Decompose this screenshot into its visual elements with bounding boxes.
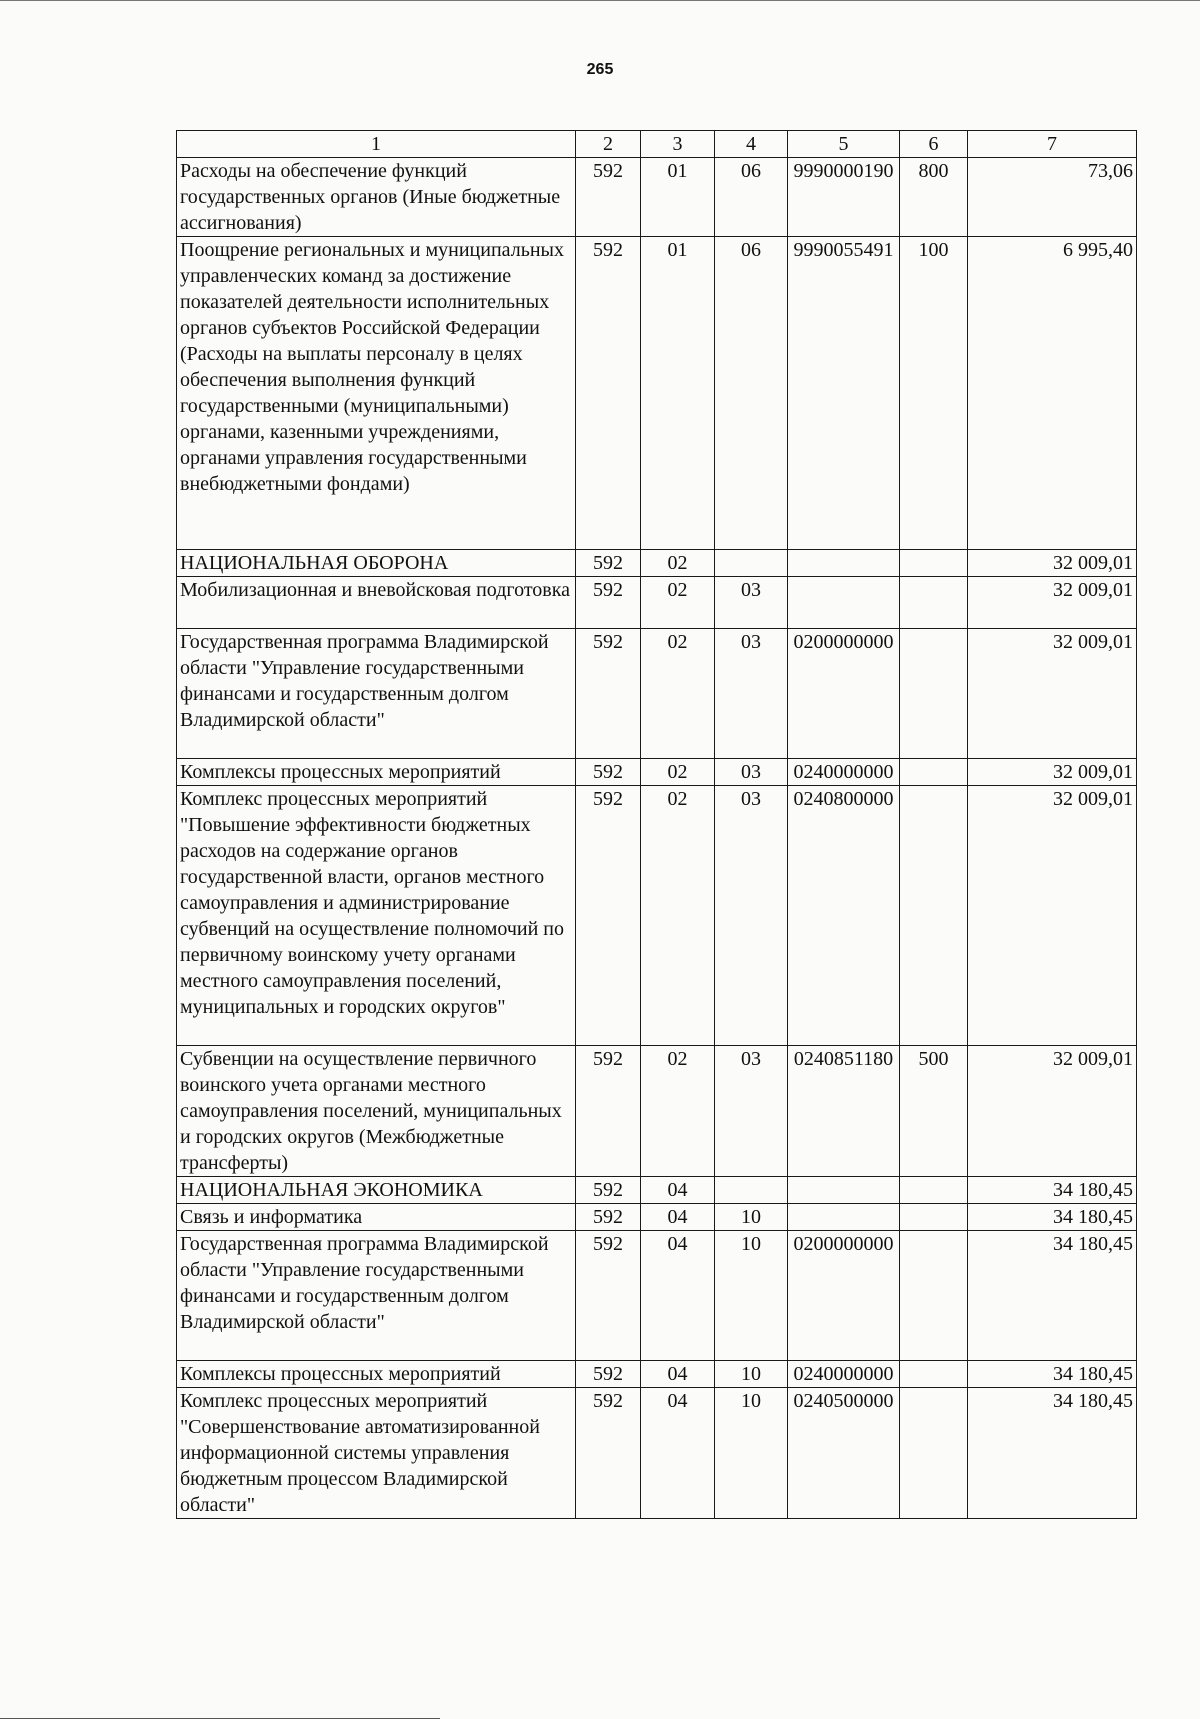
code-cell: 592: [576, 1361, 641, 1388]
section-cell: 04: [641, 1388, 715, 1519]
item-name-cell: Государственная программа Владимирской области "Управление государственными финансами и государственным долгом Владимирской области": [177, 629, 576, 759]
code-cell: 592: [576, 237, 641, 550]
section-cell: 04: [641, 1361, 715, 1388]
section-cell: 01: [641, 237, 715, 550]
subsection-cell: 10: [715, 1361, 788, 1388]
code-cell: 592: [576, 550, 641, 577]
subsection-cell: 03: [715, 1046, 788, 1177]
table-row: [177, 786, 1137, 1046]
column-header: 3: [641, 131, 715, 158]
expense-type-cell: [900, 786, 968, 1046]
target-article-cell: 9990055491: [788, 237, 900, 550]
scan-edge-top: [0, 0, 1200, 1]
item-name-cell: Комплекс процессных мероприятий "Повышение эффективности бюджетных расходов на содержание органов государственной власти, органов местного самоуправления и администрирование субвенций на осуществление полномочий по первичному воинскому учету органами местного самоуправления поселений, муниципальных и городских округов": [177, 786, 576, 1046]
target-article-cell: 0240851180: [788, 1046, 900, 1177]
section-cell: 02: [641, 786, 715, 1046]
item-name-cell: Расходы на обеспечение функций государственных органов (Иные бюджетные ассигнования): [177, 158, 576, 237]
code-cell: 592: [576, 158, 641, 237]
target-article-cell: [788, 550, 900, 577]
table-row: [177, 577, 1137, 629]
code-cell: 592: [576, 786, 641, 1046]
subsection-cell: 03: [715, 629, 788, 759]
table-row: [177, 550, 1137, 577]
table-row: [177, 1204, 1137, 1231]
section-cell: 02: [641, 1046, 715, 1177]
table-row: [177, 1046, 1137, 1177]
amount-cell: 32 009,01: [968, 629, 1137, 759]
expense-type-cell: 500: [900, 1046, 968, 1177]
code-cell: 592: [576, 1177, 641, 1204]
amount-cell: 6 995,40: [968, 237, 1137, 550]
target-article-cell: 0240500000: [788, 1388, 900, 1519]
item-name-cell: Мобилизационная и вневойсковая подготовка: [177, 577, 576, 629]
amount-cell: 73,06: [968, 158, 1137, 237]
code-cell: 592: [576, 1204, 641, 1231]
table-row: [177, 237, 1137, 550]
amount-cell: 34 180,45: [968, 1177, 1137, 1204]
expense-type-cell: [900, 629, 968, 759]
section-cell: 04: [641, 1177, 715, 1204]
table-row: [177, 1361, 1137, 1388]
code-cell: 592: [576, 759, 641, 786]
column-header: 2: [576, 131, 641, 158]
code-cell: 592: [576, 1231, 641, 1361]
target-article-cell: 0200000000: [788, 629, 900, 759]
table-body: [177, 158, 1137, 1519]
expense-type-cell: [900, 1177, 968, 1204]
amount-cell: 34 180,45: [968, 1231, 1137, 1361]
column-header: 4: [715, 131, 788, 158]
item-name-cell: Поощрение региональных и муниципальных управленческих команд за достижение показателей деятельности исполнительных органов субъектов Российской Федерации (Расходы на выплаты персоналу в целях обеспечения выполнения функций государственными (муниципальными) органами, казенными учреждениями, органами управления государственными внебюджетными фондами): [177, 237, 576, 550]
amount-cell: 34 180,45: [968, 1361, 1137, 1388]
column-header: 6: [900, 131, 968, 158]
header-row: [177, 131, 1137, 158]
section-cell: 04: [641, 1204, 715, 1231]
item-name-cell: Комплекс процессных мероприятий "Совершенствование автоматизированной информационной системы управления бюджетным процессом Владимирской области": [177, 1388, 576, 1519]
subsection-cell: 03: [715, 577, 788, 629]
amount-cell: 32 009,01: [968, 1046, 1137, 1177]
section-cell: 04: [641, 1231, 715, 1361]
table-row: [177, 1231, 1137, 1361]
code-cell: 592: [576, 1046, 641, 1177]
expense-type-cell: 800: [900, 158, 968, 237]
column-header: 7: [968, 131, 1137, 158]
target-article-cell: 0240800000: [788, 786, 900, 1046]
item-name-cell: НАЦИОНАЛЬНАЯ ОБОРОНА: [177, 550, 576, 577]
section-cell: 02: [641, 759, 715, 786]
item-name-cell: Комплексы процессных мероприятий: [177, 759, 576, 786]
expense-type-cell: [900, 1231, 968, 1361]
table-row: [177, 1388, 1137, 1519]
item-name-cell: НАЦИОНАЛЬНАЯ ЭКОНОМИКА: [177, 1177, 576, 1204]
page-number: 265: [586, 61, 614, 78]
amount-cell: 34 180,45: [968, 1204, 1137, 1231]
subsection-cell: [715, 550, 788, 577]
subsection-cell: 10: [715, 1388, 788, 1519]
section-cell: 01: [641, 158, 715, 237]
subsection-cell: 03: [715, 759, 788, 786]
target-article-cell: 0240000000: [788, 1361, 900, 1388]
target-article-cell: 0240000000: [788, 759, 900, 786]
target-article-cell: [788, 1204, 900, 1231]
column-header: 5: [788, 131, 900, 158]
table-row: [177, 1177, 1137, 1204]
amount-cell: 32 009,01: [968, 577, 1137, 629]
code-cell: 592: [576, 577, 641, 629]
subsection-cell: 03: [715, 786, 788, 1046]
code-cell: 592: [576, 1388, 641, 1519]
section-cell: 02: [641, 550, 715, 577]
item-name-cell: Государственная программа Владимирской области "Управление государственными финансами и государственным долгом Владимирской области": [177, 1231, 576, 1361]
amount-cell: 32 009,01: [968, 550, 1137, 577]
subsection-cell: 06: [715, 158, 788, 237]
expense-type-cell: [900, 577, 968, 629]
section-cell: 02: [641, 629, 715, 759]
amount-cell: 32 009,01: [968, 759, 1137, 786]
expense-type-cell: [900, 1388, 968, 1519]
target-article-cell: 9990000190: [788, 158, 900, 237]
expense-type-cell: 100: [900, 237, 968, 550]
code-cell: 592: [576, 629, 641, 759]
subsection-cell: 10: [715, 1204, 788, 1231]
item-name-cell: Субвенции на осуществление первичного воинского учета органами местного самоуправления поселений, муниципальных и городских округов (Межбюджетные трансферты): [177, 1046, 576, 1177]
column-header: 1: [177, 131, 576, 158]
item-name-cell: Связь и информатика: [177, 1204, 576, 1231]
expense-type-cell: [900, 759, 968, 786]
expense-type-cell: [900, 1361, 968, 1388]
subsection-cell: [715, 1177, 788, 1204]
target-article-cell: [788, 1177, 900, 1204]
table-row: [177, 629, 1137, 759]
subsection-cell: 06: [715, 237, 788, 550]
section-cell: 02: [641, 577, 715, 629]
target-article-cell: 0200000000: [788, 1231, 900, 1361]
expense-type-cell: [900, 550, 968, 577]
table-row: [177, 759, 1137, 786]
item-name-cell: Комплексы процессных мероприятий: [177, 1361, 576, 1388]
budget-table: [176, 130, 1137, 1519]
table-row: [177, 158, 1137, 237]
expense-type-cell: [900, 1204, 968, 1231]
amount-cell: 32 009,01: [968, 786, 1137, 1046]
target-article-cell: [788, 577, 900, 629]
amount-cell: 34 180,45: [968, 1388, 1137, 1519]
subsection-cell: 10: [715, 1231, 788, 1361]
